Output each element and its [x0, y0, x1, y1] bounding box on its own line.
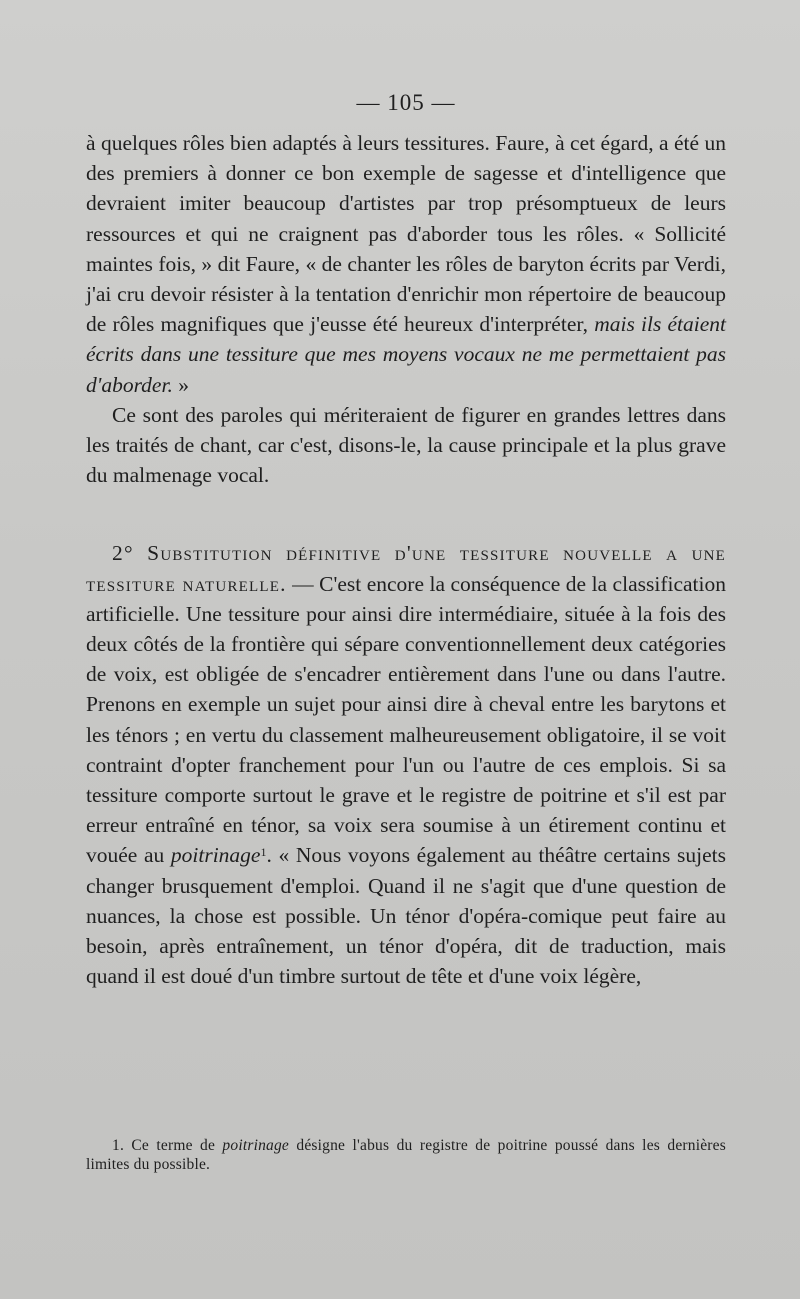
footnote: [86, 1136, 726, 1174]
italic-quote: mais ils étaient écrits dans une tessiture que mes moyens vocaux ne me permettaient pas d'aborder.: [86, 312, 727, 397]
footnote-text: Ce terme de: [131, 1137, 223, 1154]
paragraph-text-continued: . « Nous voyons également au théâtre certains sujets changer brusquement d'emploi. Quand il ne s'agit que d'une question de nuances, la chose est possible. Un ténor d'opéra-comique peut faire au besoin, après entraînement, un ténor d'opéra, dit de traduction, mais quand il est doué d'un timbre surtout de tête et d'une voix légère,: [86, 843, 726, 989]
section-heading: 2° Substitution définitive d'une tessiture nouvelle a une tessiture naturelle.: [86, 541, 726, 596]
footnote-marker: 1.: [112, 1137, 132, 1154]
page-number: — 105 —: [356, 90, 456, 115]
italic-term: poitrinage: [170, 843, 261, 868]
closing-quote: »: [172, 372, 189, 397]
paragraph-text: — C'est encore la conséquence de la classification artificielle. Une tessiture pour ainsi dire intermédiaire, située à la fois des deux côtés de la frontière qui sépare conventionnellement deux catégories de voix, est obligée de s'encadrer entièrement dans l'une ou dans l'autre. Prenons en exemple un sujet pour ainsi dire à cheval entre les barytons et les ténors ; en vertu du classement malheureusement obligatoire, il se voit contraint d'opter franchement pour l'un ou l'autre de ces emplois. Si sa tessiture comporte surtout le grave et le registre de poitrine et s'il est par erreur entraîné en ténor, sa voix sera soumise à un étirement continu et vouée au: [86, 571, 726, 868]
book-page: [86, 88, 726, 991]
paragraph-text: à quelques rôles bien adaptés à leurs tessitures. Faure, à cet égard, a été un des premiers à donner ce bon exemple de sagesse et d'intelligence que devraient imiter beaucoup d'artistes par trop présomptueux de leurs ressources et qui ne craignent pas d'aborder tous les rôles. « Sollicité maintes fois, » dit Faure, « de chanter les rôles de baryton écrits par Verdi, j'ai cru devoir résister à la tentation d'enrichir mon répertoire de beaucoup de rôles magnifiques que j'eusse été heureux d'interpréter,: [86, 131, 726, 337]
paragraph-substitution: [86, 538, 726, 991]
paragraph-conclusion: Ce sont des paroles qui mériteraient de figurer en grandes lettres dans les traités de chant, car c'est, disons-le, la cause principale et la plus grave du malmenage vocal.: [86, 402, 726, 488]
footnote-italic-term: poitrinage: [222, 1137, 290, 1154]
footnote-text-continued: désigne l'abus du registre de poitrine poussé dans les dernières limites du possible.: [86, 1137, 726, 1173]
section-spacer: [86, 490, 726, 538]
paragraph-faure-quote: [86, 128, 726, 400]
footnote-reference: 1: [260, 845, 267, 860]
